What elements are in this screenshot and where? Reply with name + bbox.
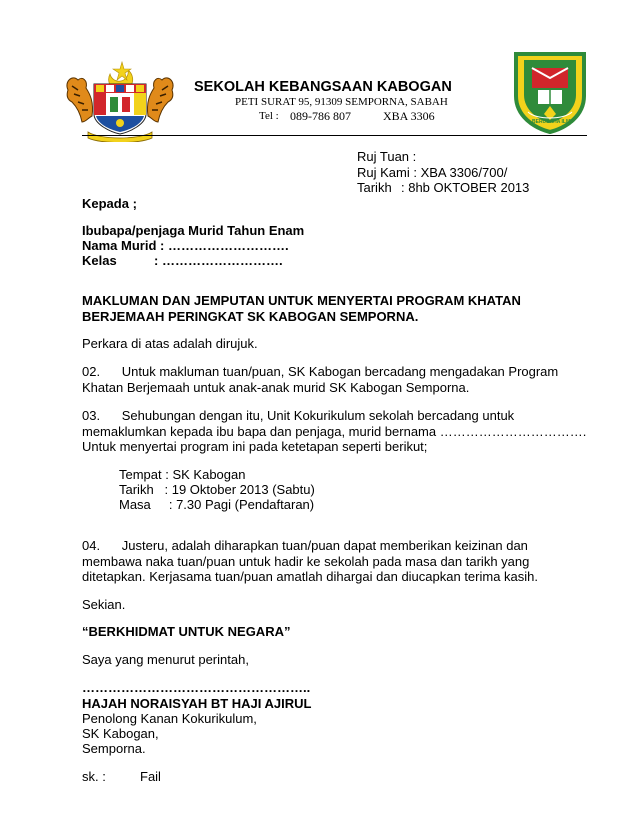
paragraph-2-line-2: Khatan Berjemaah untuk anak-anak murid SK Kabogan Semporna. (82, 380, 470, 395)
kelas-field: : ………………………. (154, 253, 283, 268)
ruj-tuan: Ruj Tuan : (357, 149, 417, 164)
detail-tempat: Tempat : SK Kabogan (119, 467, 246, 482)
detail-masa: Masa : 7.30 Pagi (Pendaftaran) (119, 497, 315, 512)
badge-motto-text: BERUSAHA ILMU (532, 119, 574, 125)
tel-number: 089-786 807 (290, 109, 351, 123)
subject-line-1: MAKLUMAN DAN JEMPUTAN UNTUK MENYERTAI PROGRAM KHATAN (82, 293, 521, 308)
malaysia-coat-of-arms-icon (60, 60, 180, 142)
paragraph-1: Perkara di atas adalah dirujuk. (82, 336, 258, 351)
tel-label: Tel : (259, 110, 279, 122)
tarikh-value: : 8hb OKTOBER 2013 (401, 180, 530, 195)
signatory-title-3: Semporna. (82, 741, 146, 756)
saya-text: Saya yang menurut perintah, (82, 652, 249, 667)
signatory-title-2: SK Kabogan, (82, 726, 159, 741)
signatory-title-1: Penolong Kanan Kokurikulum, (82, 711, 257, 726)
recipient-line: Ibubapa/penjaga Murid Tahun Enam (82, 223, 305, 238)
school-code: XBA 3306 (383, 109, 435, 123)
kepada-label: Kepada ; (82, 196, 137, 211)
paragraph-3-line-1: 03. Sehubungan dengan itu, Unit Kokurikulum sekolah bercadang untuk (82, 408, 515, 423)
sk-label: sk. : (82, 769, 106, 784)
paragraph-2-line-1: 02. Untuk makluman tuan/puan, SK Kabogan bercadang mengadakan Program (82, 364, 559, 379)
kelas-label: Kelas (82, 253, 117, 268)
sk-value: Fail (140, 769, 161, 784)
signatory-name: HAJAH NORAISYAH BT HAJI AJIRUL (82, 696, 312, 711)
motto-text: “BERKHIDMAT UNTUK NEGARA” (82, 624, 291, 639)
school-address: PETI SURAT 95, 91309 SEMPORNA, SABAH (235, 96, 448, 108)
paragraph-4-line-1: 04. Justeru, adalah diharapkan tuan/puan dapat memberikan keizinan dan (82, 538, 528, 553)
subject-line-2: BERJEMAAH PERINGKAT SK KABOGAN SEMPORNA. (82, 309, 419, 324)
sekian-text: Sekian. (82, 597, 126, 612)
signature-line: …………………………………………….. (82, 680, 311, 695)
paragraph-3-line-2: memaklumkan kepada ibu bapa dan penjaga, murid bernama ……………………………. (82, 424, 587, 439)
tarikh-label: Tarikh (357, 180, 392, 195)
detail-tarikh: Tarikh : 19 Oktober 2013 (Sabtu) (119, 482, 315, 497)
paragraph-4-line-3: ditetapkan. Kerjasama tuan/puan amatlah dihargai dan diucapkan terima kasih. (82, 569, 539, 584)
school-name-heading: SEKOLAH KEBANGSAAN KABOGAN (194, 79, 452, 95)
header-divider (82, 135, 587, 136)
paragraph-4-line-2: membawa naka tuan/puan untuk hadir ke sekolah pada masa dan tarikh yang (82, 554, 530, 569)
paragraph-3-line-3: Untuk menyertai program ini pada ketetapan seperti berikut; (82, 439, 428, 454)
ruj-kami: Ruj Kami : XBA 3306/700/ (357, 165, 508, 180)
nama-murid-field: Nama Murid : ………………………. (82, 238, 289, 253)
